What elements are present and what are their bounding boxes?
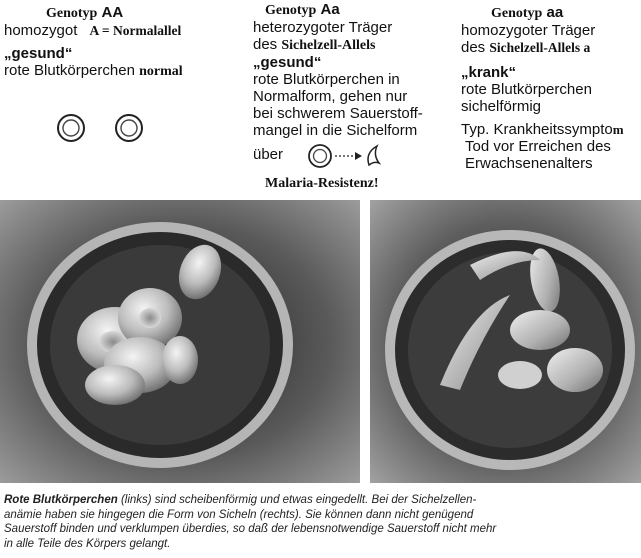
normal-cells-illustration <box>55 110 155 146</box>
aa-line-2b: Sichelzell-Allels a <box>489 40 591 55</box>
Aa-line-2a: des <box>253 36 278 53</box>
Aa-line-6: mangel in die Sichelform <box>253 122 418 139</box>
genotype-aa-prefix: Genotyp <box>491 6 543 21</box>
Aa-line-2b: Sichelzell-Allels <box>281 38 376 53</box>
column-genotype-AA <box>4 0 239 80</box>
normal-cell-icon <box>309 145 331 167</box>
homozygot-text: homozygot <box>4 22 78 39</box>
aa-line-1: homozygoter Träger <box>461 22 596 39</box>
status-healthy-Aa: „gesund“ <box>253 54 322 71</box>
caption-line-1: (links) sind scheibenförmig und etwas eingedellt. Bei der Sichelzellen- <box>117 494 477 506</box>
aa-line-2a: des <box>461 39 486 56</box>
sickle-cells-micrograph <box>370 200 641 483</box>
arrow-icon <box>335 152 362 160</box>
malaria-resistance: Malaria-Resistenz! <box>265 176 379 191</box>
aa-line-3: rote Blutkörperchen <box>461 81 592 98</box>
aa-line-7: Erwachsenenalters <box>465 155 593 172</box>
caption-line-4: in alle Teile des Körpers gelangt. <box>4 537 171 550</box>
genotype-Aa-label: Aa <box>320 1 340 18</box>
sickle-cell-icon <box>368 146 379 165</box>
normal-cells-micrograph <box>0 200 360 483</box>
genotype-Aa-prefix: Genotyp <box>265 3 317 18</box>
desc-AA-normal: normal <box>139 64 183 79</box>
aa-line-4: sichelförmig <box>461 98 542 115</box>
status-sick-aa: „krank“ <box>461 64 517 81</box>
normal-cell-icon <box>58 115 84 141</box>
column-genotype-aa <box>461 0 639 172</box>
aa-line-5b: m <box>612 122 624 137</box>
photo-sickle-cells <box>370 200 641 483</box>
caption-bold: Rote Blutkörperchen <box>4 494 118 506</box>
Aa-line-7: über <box>253 145 284 163</box>
Aa-line-3: rote Blutkörperchen in <box>253 71 400 88</box>
Aa-line-5: bei schwerem Sauerstoff- <box>253 105 423 122</box>
Aa-line-4: Normalform, gehen nur <box>253 88 408 105</box>
photo-normal-blood-cells <box>0 200 360 483</box>
genotype-AA-label: AA <box>101 4 124 21</box>
column-genotype-Aa <box>253 0 453 192</box>
normal-allele-note: A = Normalallel <box>89 23 182 38</box>
status-healthy-AA: „gesund“ <box>4 45 73 62</box>
caption-line-2: anämie haben sie hingegen die Form von Sicheln (rechts). Sie können dann nicht genügend <box>4 508 474 521</box>
desc-AA: rote Blutkörperchen <box>4 62 135 79</box>
cell-transition-illustration <box>307 143 387 169</box>
Aa-line-1: heterozygoter Träger <box>253 19 393 36</box>
normal-cell-icon <box>116 115 142 141</box>
genotype-aa-label: aa <box>546 4 564 21</box>
figure-caption <box>4 493 638 551</box>
genotype-AA-prefix: Genotyp <box>46 6 98 21</box>
caption-line-3: Sauerstoff binden und verklumpen überdies, so daß der lebensnotwendige Sauerstoff nicht mehr <box>4 523 497 535</box>
aa-line-5a: Typ. Krankheitssympto <box>461 121 613 138</box>
aa-line-6: Tod vor Erreichen des <box>465 138 611 155</box>
